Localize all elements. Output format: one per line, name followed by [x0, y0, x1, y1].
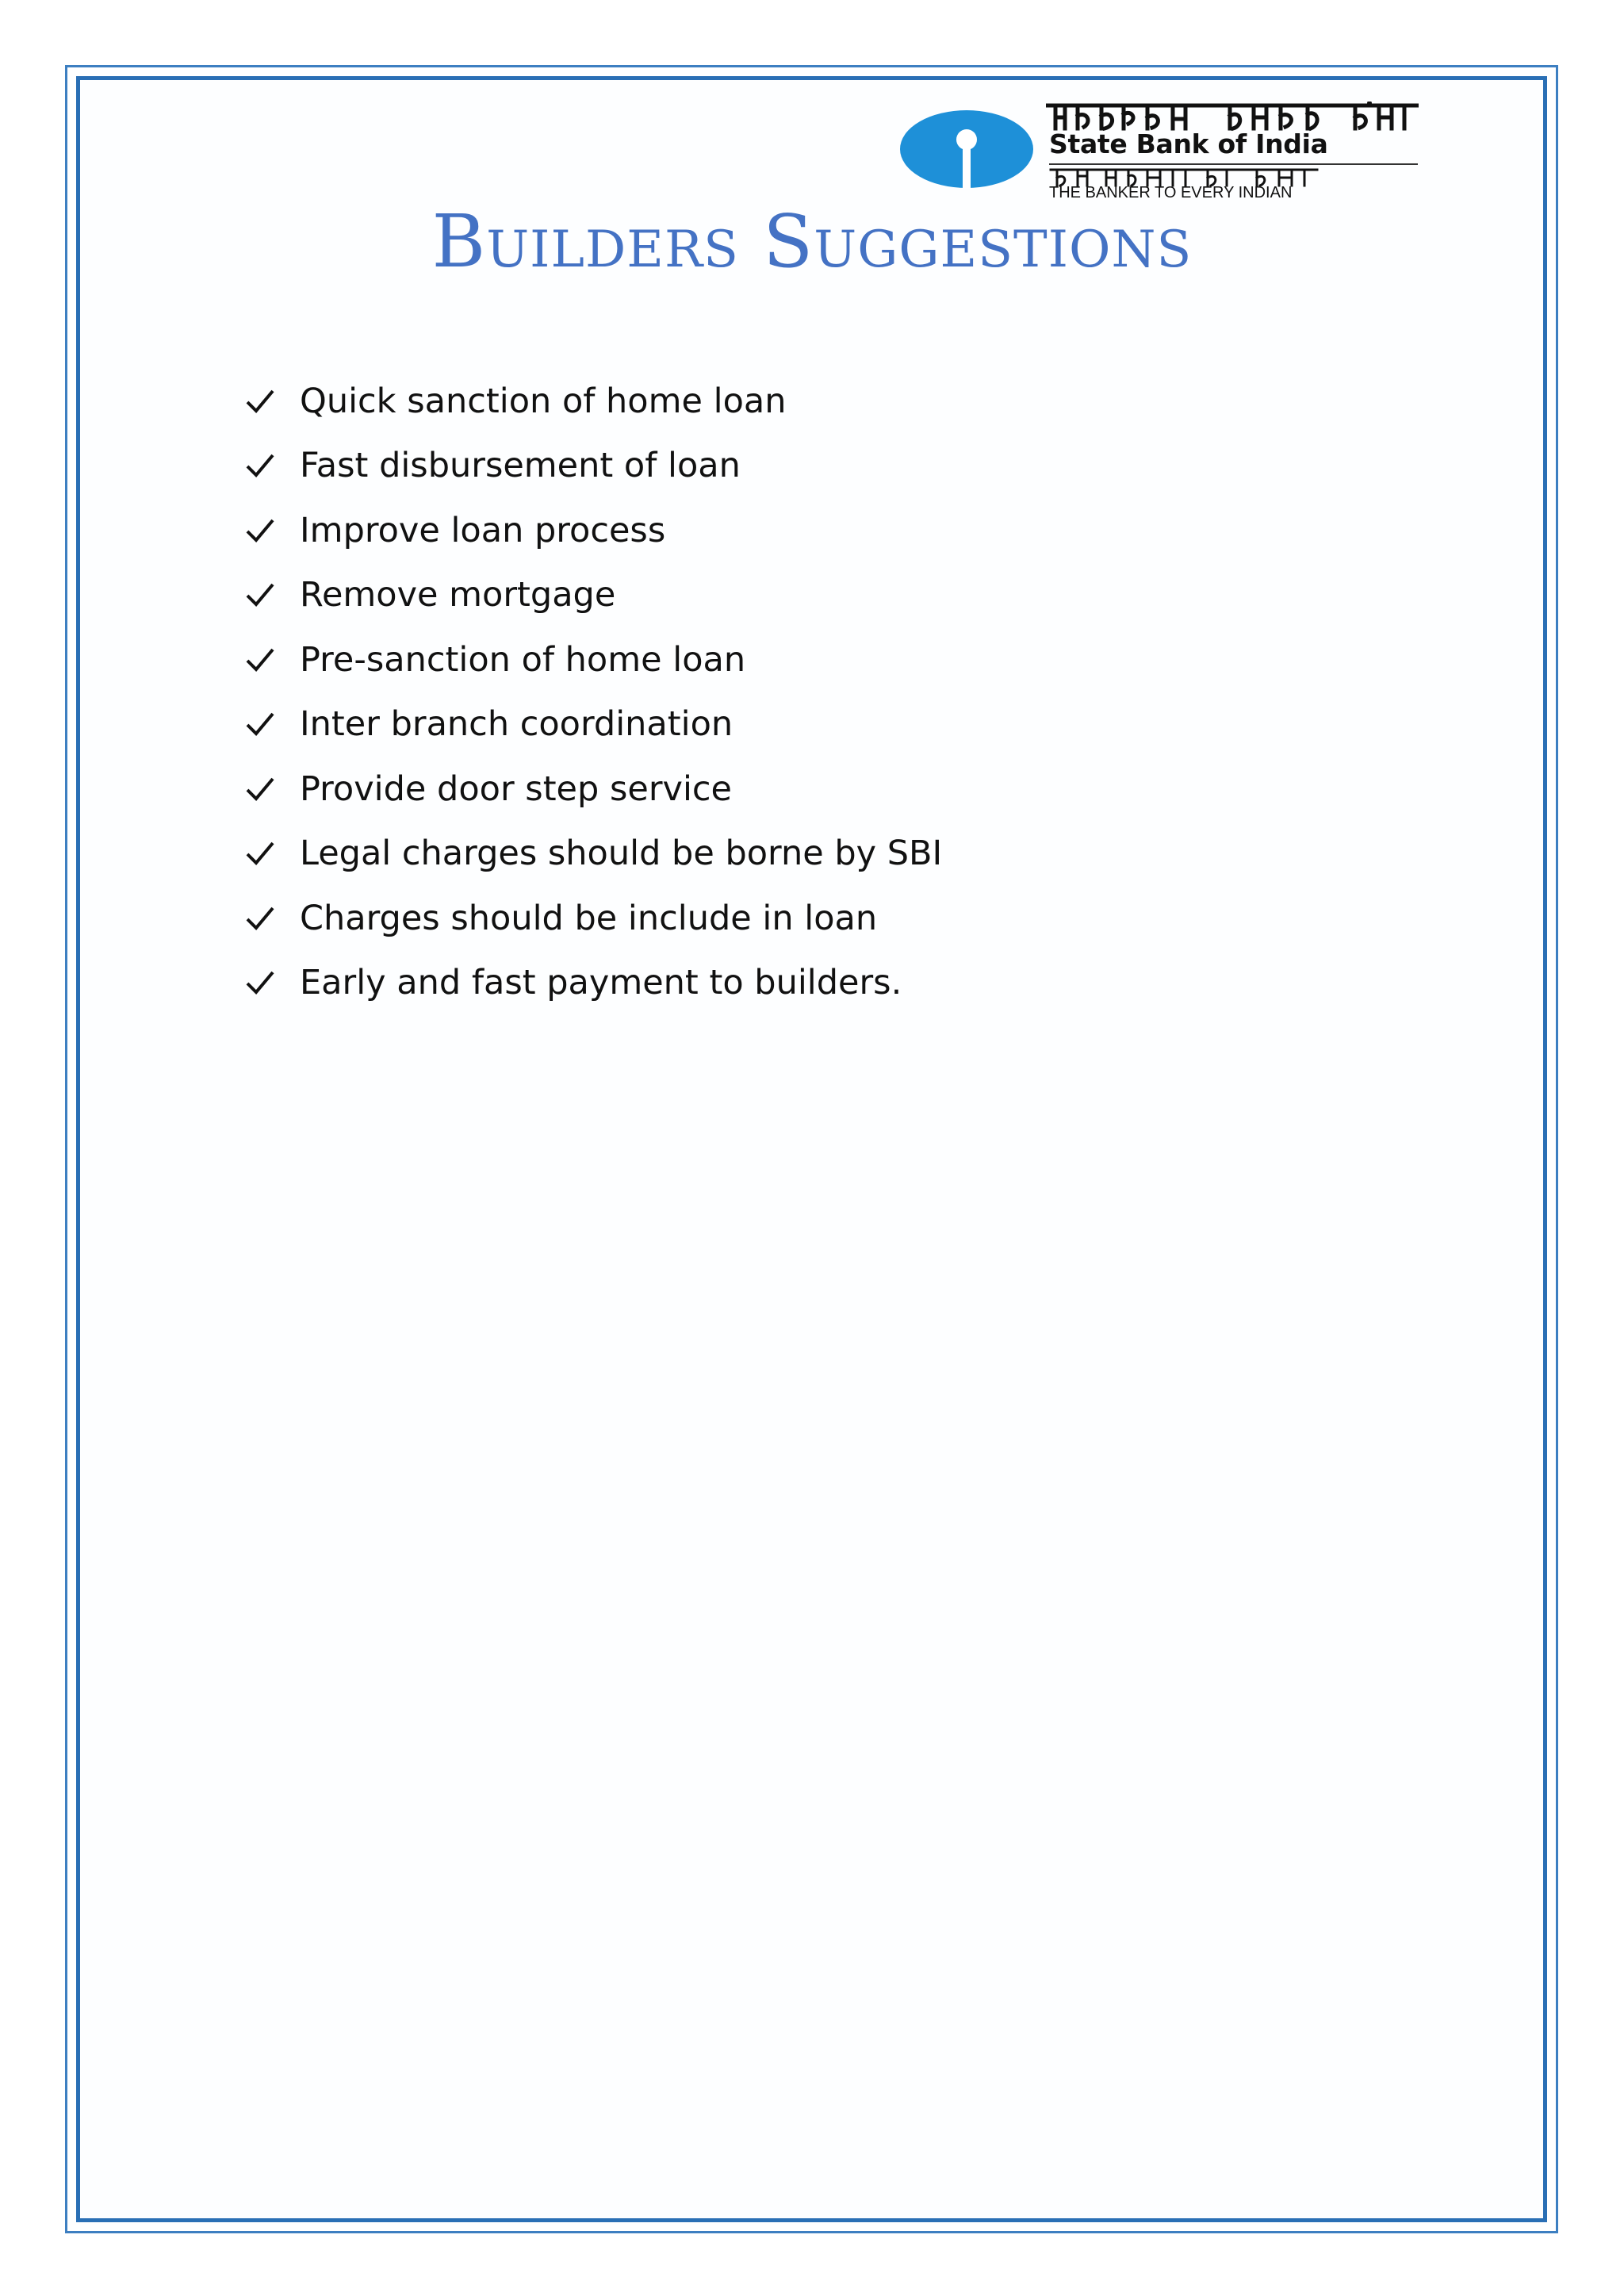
list-item — [238, 951, 942, 1016]
sbi-logo-text — [1046, 102, 1423, 201]
sbi-keyhole-icon — [899, 109, 1034, 189]
logo-divider — [1049, 163, 1418, 165]
list-item — [238, 692, 942, 757]
checkmark-icon — [244, 385, 276, 417]
checkmark-icon — [244, 450, 276, 481]
sbi-english-name: State Bank of India — [1049, 128, 1328, 159]
list-item — [238, 498, 942, 563]
suggestion-text: Charges should be include in loan — [300, 898, 878, 938]
list-item — [238, 434, 942, 499]
suggestion-text: Early and fast payment to builders. — [300, 963, 902, 1003]
checkmark-icon — [244, 773, 276, 805]
list-item — [238, 757, 942, 822]
suggestion-text: Legal charges should be borne by SBI — [300, 834, 943, 874]
sbi-tagline: THE BANKER TO EVERY INDIAN — [1049, 184, 1293, 201]
list-item — [238, 369, 942, 434]
list-item — [238, 886, 942, 951]
checkmark-icon — [244, 903, 276, 934]
suggestion-text: Pre-sanction of home loan — [300, 639, 746, 680]
suggestion-text: Inter branch coordination — [300, 704, 733, 745]
list-item — [238, 563, 942, 628]
suggestion-text: Fast disbursement of loan — [300, 446, 741, 486]
checkmark-icon — [244, 579, 276, 611]
list-item — [238, 822, 942, 887]
list-item — [238, 627, 942, 692]
checkmark-icon — [244, 967, 276, 999]
suggestion-text: Provide door step service — [300, 769, 732, 809]
suggestion-list — [238, 369, 942, 1015]
suggestion-text: Improve loan process — [300, 510, 666, 550]
suggestion-text: Remove mortgage — [300, 575, 616, 615]
checkmark-icon — [244, 838, 276, 869]
sbi-logo — [899, 102, 1423, 201]
sbi-hindi-wordmark — [1046, 102, 1419, 132]
checkmark-icon — [244, 515, 276, 546]
checkmark-icon — [244, 644, 276, 676]
checkmark-icon — [244, 708, 276, 740]
suggestion-text: Quick sanction of home loan — [300, 381, 787, 421]
page-title: Builders Suggestions — [431, 199, 1193, 284]
